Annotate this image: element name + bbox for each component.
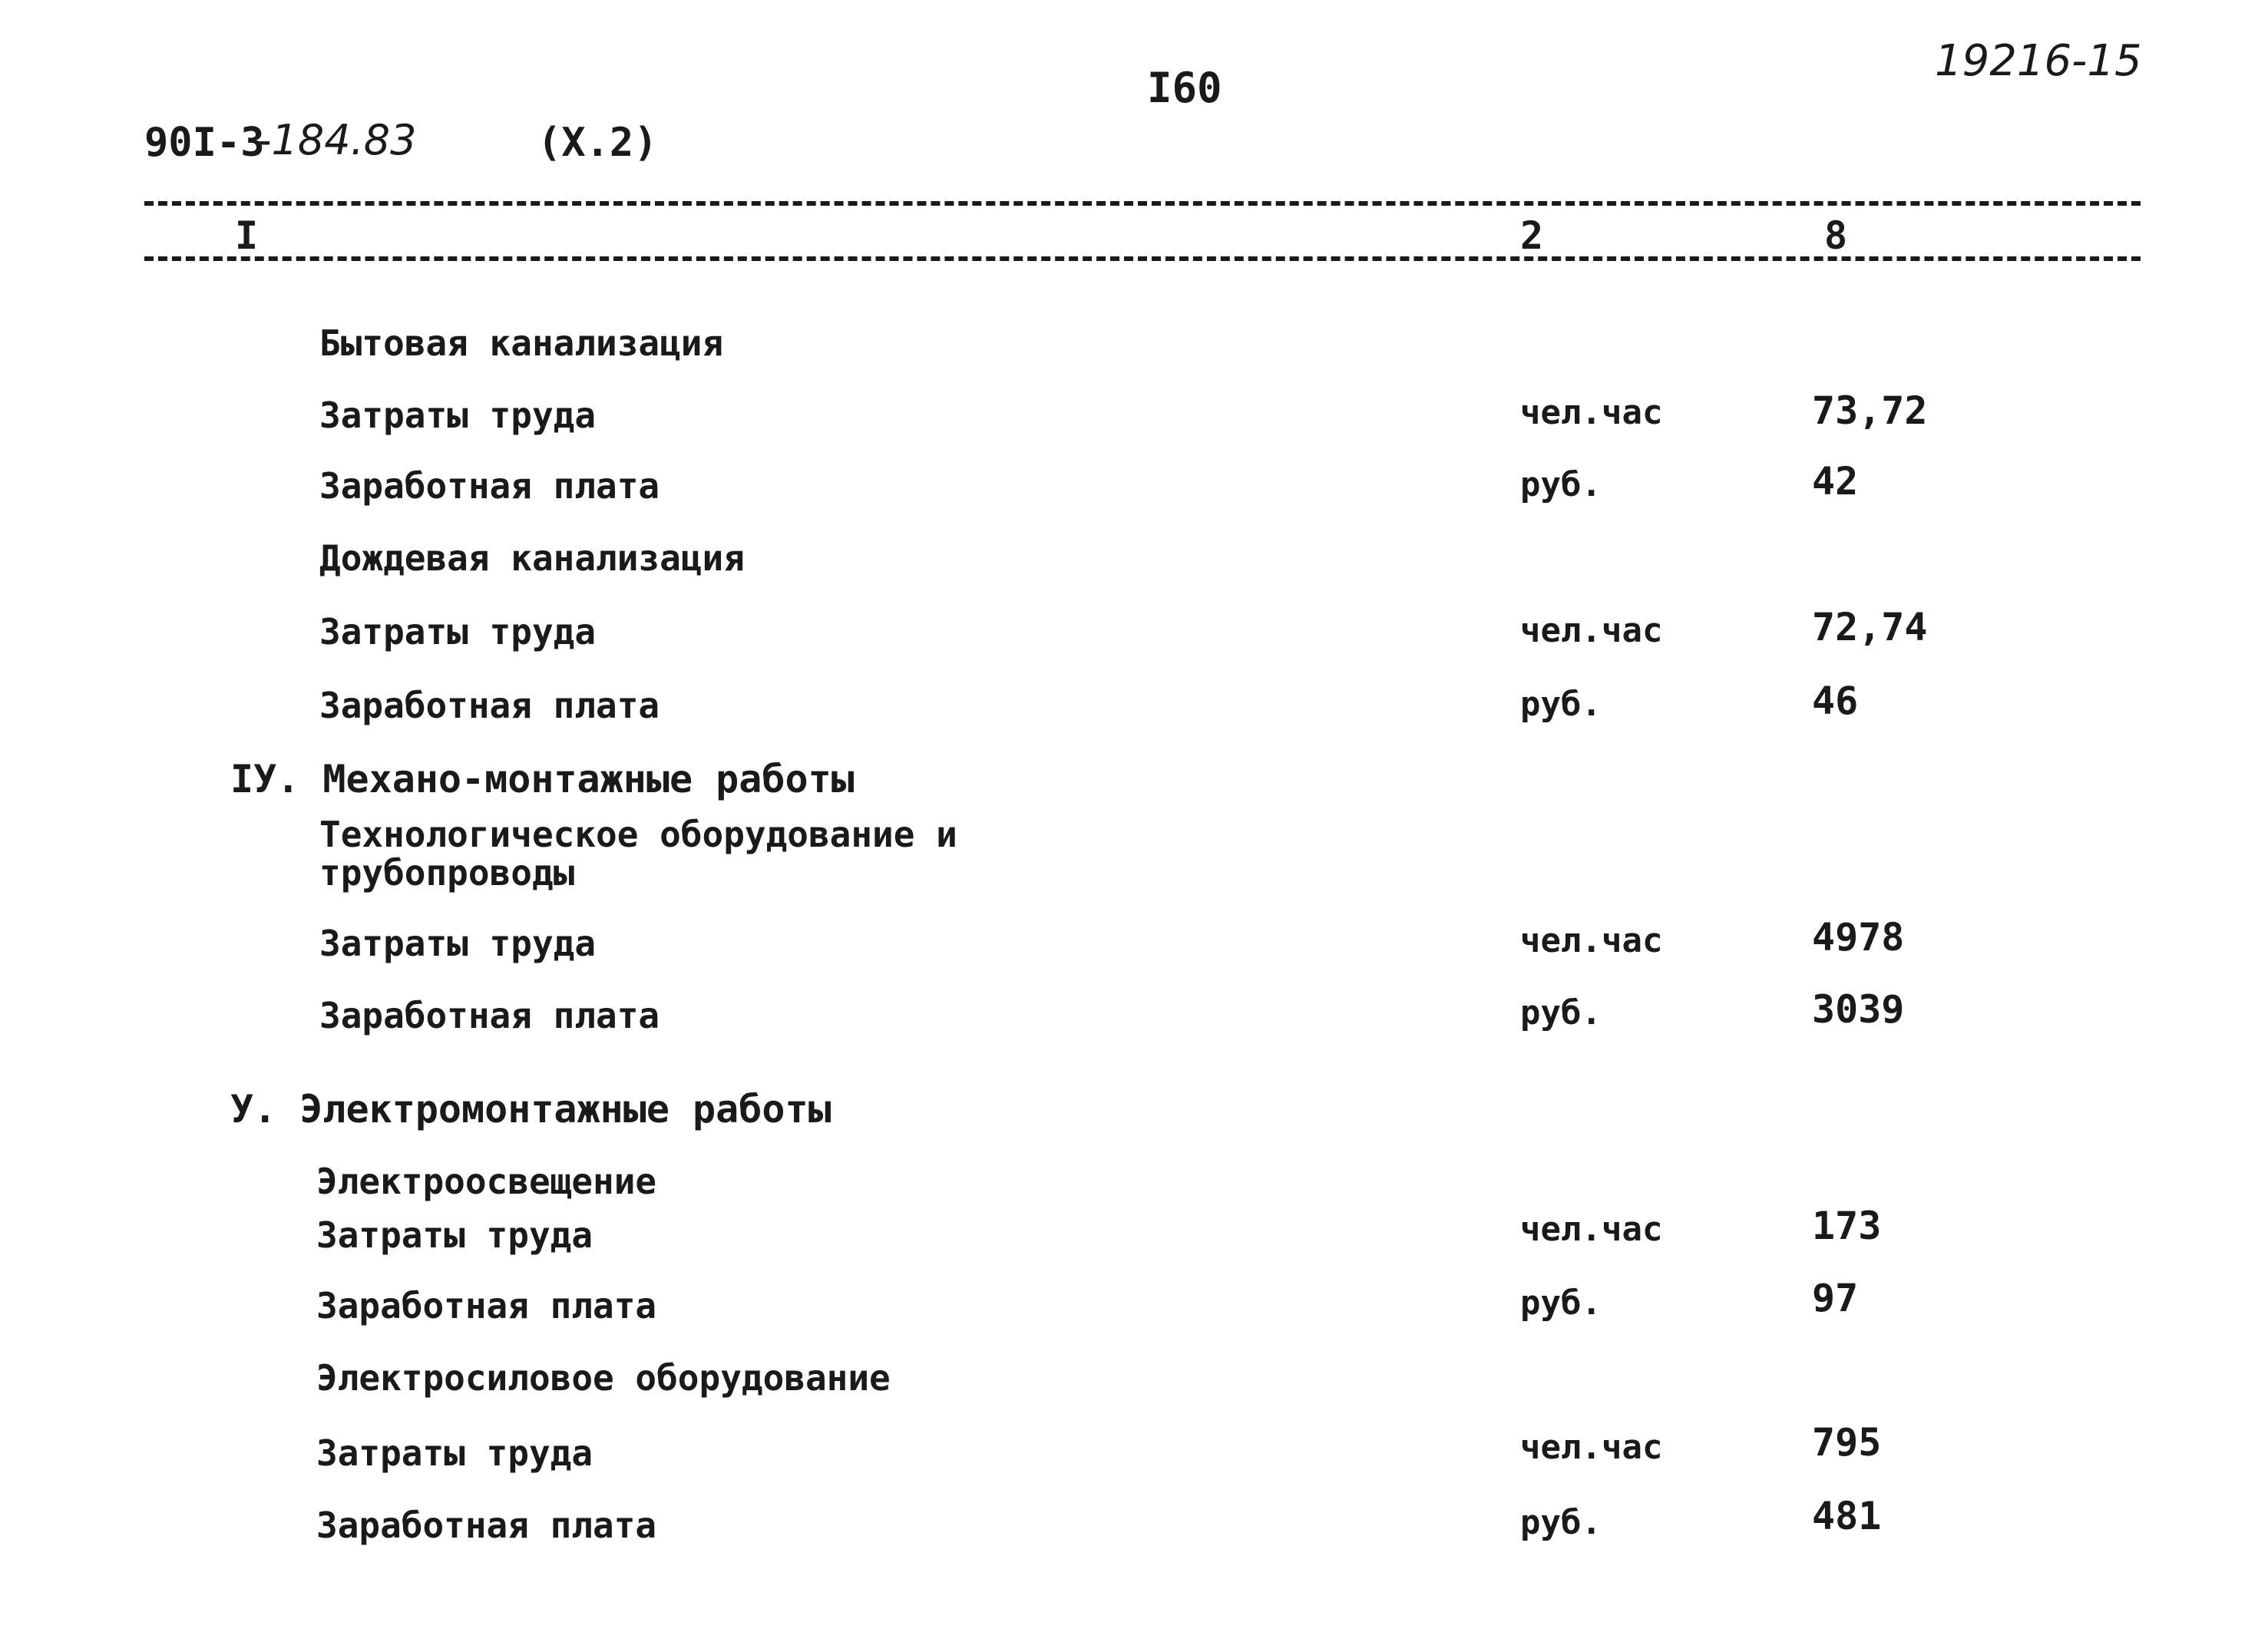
row-label: Затраты труда (316, 1432, 593, 1474)
row-unit: чел.час (1520, 611, 1663, 650)
header-rule-top (144, 201, 2141, 206)
doc-code: 90I-3 (144, 120, 265, 166)
row-label: Затраты труда (319, 923, 597, 964)
category-label: Дождевая канализация (319, 537, 745, 579)
row-label: Заработная плата (319, 995, 660, 1036)
row-unit: руб. (1520, 465, 1602, 504)
section-heading: У. Электромонтажные работы (230, 1087, 831, 1131)
column-header-2: 2 (1520, 213, 1544, 258)
row-unit: руб. (1520, 1283, 1602, 1323)
category-label: Электросиловое оборудование (316, 1357, 891, 1399)
header-rule-bottom (144, 256, 2141, 261)
row-value: 481 (1812, 1494, 1882, 1538)
row-label: Заработная плата (316, 1285, 657, 1326)
row-unit: руб. (1520, 1503, 1602, 1542)
row-label: Заработная плата (319, 465, 660, 507)
row-label: Затраты труда (316, 1214, 593, 1256)
row-value: 42 (1812, 459, 1859, 504)
column-header-1: I (235, 213, 259, 258)
category-label: Электроосвещение (316, 1161, 657, 1202)
row-value: 97 (1812, 1276, 1859, 1320)
row-value: 795 (1812, 1420, 1882, 1465)
row-unit: руб. (1520, 993, 1602, 1032)
row-value: 73,72 (1812, 388, 1928, 433)
row-value: 72,74 (1812, 605, 1928, 649)
archive-number: 19216-15 (1935, 36, 2142, 86)
category-label: трубопроводы (319, 852, 575, 894)
doc-code-handwritten: -184.83 (256, 116, 417, 164)
row-value: 4978 (1812, 915, 1905, 960)
category-label: Технологическое оборудование и (319, 814, 957, 855)
page-number: I60 (1147, 64, 1222, 112)
category-label: Бытовая канализация (319, 322, 724, 364)
row-unit: руб. (1520, 685, 1602, 724)
row-label: Заработная плата (316, 1505, 657, 1546)
row-label: Заработная плата (319, 685, 660, 726)
section-marker: (X.2) (537, 120, 658, 166)
row-value: 173 (1812, 1204, 1882, 1248)
row-unit: чел.час (1520, 921, 1663, 960)
row-unit: чел.час (1520, 1428, 1663, 1467)
row-value: 3039 (1812, 987, 1905, 1032)
section-heading: IУ. Механо-монтажные работы (230, 757, 855, 801)
row-label: Затраты труда (319, 611, 597, 652)
row-unit: чел.час (1520, 1210, 1663, 1249)
row-label: Затраты труда (319, 395, 597, 436)
column-header-3: 8 (1824, 213, 1848, 258)
row-unit: чел.час (1520, 393, 1663, 432)
row-value: 46 (1812, 679, 1859, 723)
